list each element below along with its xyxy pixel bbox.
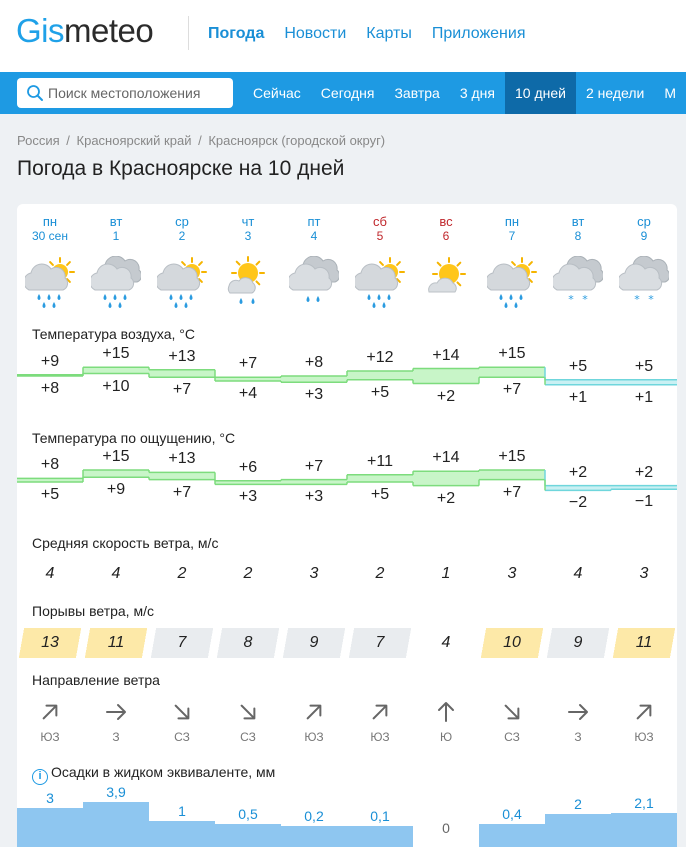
- partly-cloudy-icon: [421, 256, 471, 308]
- gismeteo-logo[interactable]: [16, 11, 153, 51]
- air-temp-min: +5: [370, 383, 390, 401]
- feel-temp-min: +7: [172, 483, 192, 501]
- feel-temp-min: +9: [106, 481, 126, 499]
- temp-range-bar: [545, 380, 611, 385]
- cloudy-rain-icon: [289, 256, 339, 308]
- feel-temp-label: Температура по ощущению, °C: [32, 430, 236, 446]
- temp-range-bar: [479, 470, 545, 480]
- partly-cloudy-rain-icon: [157, 256, 207, 308]
- day-name: ср: [175, 214, 189, 229]
- feel-temp-max: +15: [498, 448, 526, 465]
- wind-gust-value: 13: [18, 628, 82, 658]
- svg-text:*: *: [568, 293, 574, 306]
- feel-temp-min: +3: [238, 488, 258, 506]
- wind-speed-label: Средняя скорость ветра, м/с: [32, 535, 219, 551]
- wind-gust-value: 7: [150, 628, 214, 658]
- day-date: 6: [442, 229, 450, 243]
- feel-temp-max: +11: [367, 452, 393, 470]
- day-name: вт: [571, 214, 585, 229]
- feel-temp-max: +13: [168, 450, 196, 468]
- wind-gust-value: 9: [546, 628, 610, 658]
- air-temp-min: +7: [502, 381, 522, 399]
- wind-speed-value: 2: [243, 565, 253, 582]
- wind-gust-value: 11: [84, 628, 148, 658]
- breadcrumb-country[interactable]: Россия: [17, 133, 60, 148]
- wind-arrow-icon: [347, 701, 413, 723]
- period-tabs: [243, 72, 686, 114]
- wind-speed-value: 4: [573, 565, 583, 582]
- air-temp-max: +15: [498, 345, 526, 363]
- forecast-card: [17, 204, 677, 847]
- wind-speed-value: 4: [111, 565, 121, 582]
- precip-value: 2,1: [634, 795, 654, 812]
- temp-range-bar: [347, 371, 413, 380]
- temp-range-bar: [83, 470, 149, 477]
- wind-direction-value: ЮЗ: [634, 730, 654, 744]
- air-temp-min: +7: [172, 381, 192, 399]
- svg-text:*: *: [648, 293, 654, 306]
- wind-gust-value: 8: [216, 628, 280, 658]
- page-title: Погода в Красноярске на 10 дней: [17, 157, 345, 180]
- feel-temp-min: +3: [304, 488, 324, 506]
- day-date: 8: [574, 229, 582, 243]
- day-name: вс: [439, 214, 453, 229]
- cloudy-rain-icon: [91, 256, 141, 308]
- precip-bar: [347, 826, 413, 847]
- location-search[interactable]: [17, 78, 233, 108]
- temp-range-bar: [17, 375, 83, 376]
- feel-temp-max: +15: [102, 448, 130, 465]
- day-name: пн: [504, 214, 520, 229]
- precip-label-text: Осадки в жидком эквиваленте, мм: [51, 764, 276, 780]
- air-temp-max: +15: [102, 345, 130, 363]
- wind-direction-value: ЮЗ: [370, 730, 390, 744]
- breadcrumb-separator: /: [198, 133, 202, 148]
- air-temp-max: +5: [568, 357, 588, 375]
- wind-direction-value: СЗ: [504, 730, 520, 744]
- breadcrumb: [17, 133, 385, 148]
- air-temp-max: +5: [634, 357, 654, 375]
- air-temp-max: +14: [432, 346, 460, 364]
- temp-range-bar: [17, 478, 83, 482]
- precip-value: 3,9: [106, 783, 126, 800]
- tab-today[interactable]: Сегодня: [320, 85, 375, 101]
- wind-speed-value: 3: [507, 565, 517, 582]
- wind-direction-value: СЗ: [174, 730, 190, 744]
- precip-value: 2: [574, 796, 582, 812]
- day-header[interactable]: [281, 215, 347, 243]
- temp-range-bar: [149, 370, 215, 378]
- temp-range-bar: [611, 486, 677, 490]
- air-temp-min: +2: [436, 387, 456, 405]
- breadcrumb-city[interactable]: Красноярск (городской округ): [208, 133, 386, 148]
- wind-gust-value: 4: [441, 634, 451, 651]
- wind-gust-value: 9: [282, 628, 346, 658]
- wind-arrow-icon: [611, 701, 677, 723]
- day-date: 7: [508, 229, 516, 243]
- wind-arrow-icon: [17, 701, 83, 723]
- feel-temp-max: +2: [568, 463, 588, 481]
- nav-link-apps[interactable]: Приложения: [431, 25, 526, 42]
- day-header[interactable]: [545, 215, 611, 243]
- day-date: 4: [310, 229, 318, 243]
- tab-month[interactable]: М: [664, 85, 676, 101]
- svg-text:*: *: [634, 293, 640, 306]
- day-date: 9: [640, 229, 648, 243]
- day-name: пт: [307, 214, 321, 229]
- feel-temp-min: +7: [502, 483, 522, 501]
- wind-direction-value: СЗ: [240, 730, 256, 744]
- feel-temp-max: +2: [634, 463, 654, 481]
- wind-gust-value: 10: [480, 628, 544, 658]
- precip-value: 3: [46, 789, 54, 806]
- wind-direction-value: ЮЗ: [40, 730, 60, 744]
- precip-bar: [149, 821, 215, 847]
- temp-range-bar: [413, 369, 479, 384]
- air-temp-max: +12: [366, 349, 394, 366]
- search-icon: [26, 84, 44, 102]
- period-bar: [0, 72, 686, 114]
- feel-temp-max: +7: [304, 457, 324, 475]
- day-header[interactable]: [611, 215, 677, 243]
- precip-value: 0,2: [304, 807, 324, 824]
- breadcrumb-region[interactable]: Красноярский край: [76, 133, 192, 148]
- wind-arrow-icon: [83, 701, 149, 723]
- precip-value: 0,1: [370, 808, 390, 825]
- temp-range-bar: [545, 486, 611, 491]
- precip-bar: [17, 808, 83, 847]
- air-temp-max: +13: [168, 347, 196, 365]
- wind-direction-value: З: [112, 730, 120, 744]
- svg-text:*: *: [582, 293, 588, 306]
- tab-2-weeks[interactable]: 2 недели: [585, 85, 645, 101]
- day-name: ср: [637, 214, 651, 229]
- sunny-light-rain-icon: [223, 256, 273, 308]
- wind-gust-value: 11: [612, 628, 676, 658]
- tab-3-days[interactable]: 3 дня: [459, 85, 495, 101]
- precip-value: 1: [178, 802, 186, 819]
- feel-temp-max: +14: [432, 449, 460, 467]
- day-header[interactable]: [479, 215, 545, 243]
- cloudy-snow-icon: [553, 256, 603, 308]
- precip-value: 0: [442, 820, 450, 836]
- temp-range-bar: [479, 367, 545, 377]
- day-name: сб: [373, 214, 387, 229]
- feel-temp-min: +2: [436, 489, 456, 507]
- day-date: 2: [178, 229, 186, 243]
- temp-range-bar: [281, 376, 347, 382]
- wind-gust-value: 7: [348, 628, 412, 658]
- wind-gust-label: Порывы ветра, м/с: [32, 603, 154, 619]
- day-date: 1: [112, 229, 120, 243]
- temp-range-bar: [413, 471, 479, 485]
- partly-cloudy-rain-icon: [25, 256, 75, 308]
- precip-bar: [545, 814, 611, 847]
- wind-arrow-icon: [149, 701, 215, 723]
- day-date: 5: [376, 229, 384, 243]
- temp-range-bar: [149, 472, 215, 479]
- day-name: пн: [42, 214, 58, 229]
- top-header: [0, 0, 686, 72]
- wind-speed-value: 3: [639, 565, 649, 582]
- day-date: 30 сен: [32, 229, 68, 243]
- feel-temp-min: −2: [568, 494, 588, 512]
- feel-temp-min: +5: [370, 486, 390, 503]
- tab-tomorrow[interactable]: Завтра: [394, 85, 440, 101]
- day-name: чт: [241, 214, 255, 229]
- breadcrumb-separator: /: [66, 133, 70, 148]
- wind-arrow-icon: [479, 701, 545, 723]
- partly-cloudy-rain-icon: [487, 256, 537, 308]
- wind-speed-value: 2: [177, 565, 187, 582]
- air-temp-min: +4: [238, 385, 258, 402]
- nav-link-weather[interactable]: Погода: [208, 25, 265, 42]
- temp-range-bar: [281, 480, 347, 485]
- temp-range-bar: [611, 380, 677, 385]
- info-icon[interactable]: i: [32, 769, 48, 785]
- logo-part-meteo: meteo: [64, 12, 154, 49]
- air-temp-max: +9: [40, 352, 60, 370]
- precip-label: [32, 764, 275, 785]
- partly-cloudy-rain-icon: [355, 256, 405, 308]
- air-temp-min: +1: [634, 388, 654, 406]
- temp-range-bar: [215, 481, 281, 485]
- precip-bar: [215, 824, 281, 847]
- day-header[interactable]: [149, 215, 215, 243]
- day-header[interactable]: [83, 215, 149, 243]
- wind-arrow-icon: [281, 701, 347, 723]
- feel-temp-max: +6: [238, 458, 258, 476]
- tab-now[interactable]: Сейчас: [253, 85, 301, 101]
- precip-value: 0,5: [238, 805, 258, 822]
- precip-bar: [83, 802, 149, 847]
- air-temp-label: Температура воздуха, °C: [32, 326, 195, 342]
- precip-value: 0,4: [502, 806, 522, 823]
- search-input[interactable]: [48, 78, 228, 108]
- main-nav: [208, 24, 545, 44]
- day-header[interactable]: [413, 215, 479, 243]
- wind-arrow-icon: [215, 701, 281, 723]
- header-divider: [188, 16, 189, 50]
- nav-link-maps[interactable]: Карты: [366, 25, 412, 42]
- feel-temp-min: −1: [634, 493, 654, 511]
- air-temp-min: +3: [304, 386, 324, 404]
- day-header[interactable]: [17, 215, 83, 243]
- wind-direction-value: ЮЗ: [304, 730, 324, 744]
- air-temp-min: +10: [102, 377, 130, 395]
- precip-bar: [479, 824, 545, 847]
- day-name: вт: [109, 214, 123, 229]
- temp-range-bar: [215, 377, 281, 381]
- wind-arrow-icon: [413, 701, 479, 723]
- air-temp-min: +1: [568, 388, 588, 406]
- feel-temp-max: +8: [40, 456, 60, 474]
- wind-direction-label: Направление ветра: [32, 672, 160, 688]
- nav-link-news[interactable]: Новости: [284, 25, 347, 42]
- wind-speed-value: 4: [45, 565, 55, 582]
- cloudy-snow-icon: [619, 256, 669, 308]
- wind-direction-value: Ю: [439, 730, 453, 744]
- feel-temp-min: +5: [40, 486, 60, 503]
- precip-bar: [281, 826, 347, 847]
- precip-bar: [611, 813, 677, 847]
- wind-speed-value: 1: [441, 565, 451, 582]
- air-temp-max: +8: [304, 354, 324, 371]
- wind-speed-value: 3: [309, 565, 319, 582]
- wind-speed-value: 2: [375, 565, 385, 582]
- temp-range-bar: [347, 475, 413, 482]
- air-temp-max: +7: [238, 355, 258, 373]
- temp-range-bar: [83, 367, 149, 373]
- day-header[interactable]: [215, 215, 281, 243]
- air-temp-min: +8: [40, 380, 60, 397]
- day-date: 3: [244, 229, 252, 243]
- wind-direction-value: З: [574, 730, 582, 744]
- wind-arrow-icon: [545, 701, 611, 723]
- logo-part-gis: Gis: [16, 12, 64, 49]
- day-header[interactable]: [347, 215, 413, 243]
- tab-10-days[interactable]: 10 дней: [505, 72, 576, 114]
